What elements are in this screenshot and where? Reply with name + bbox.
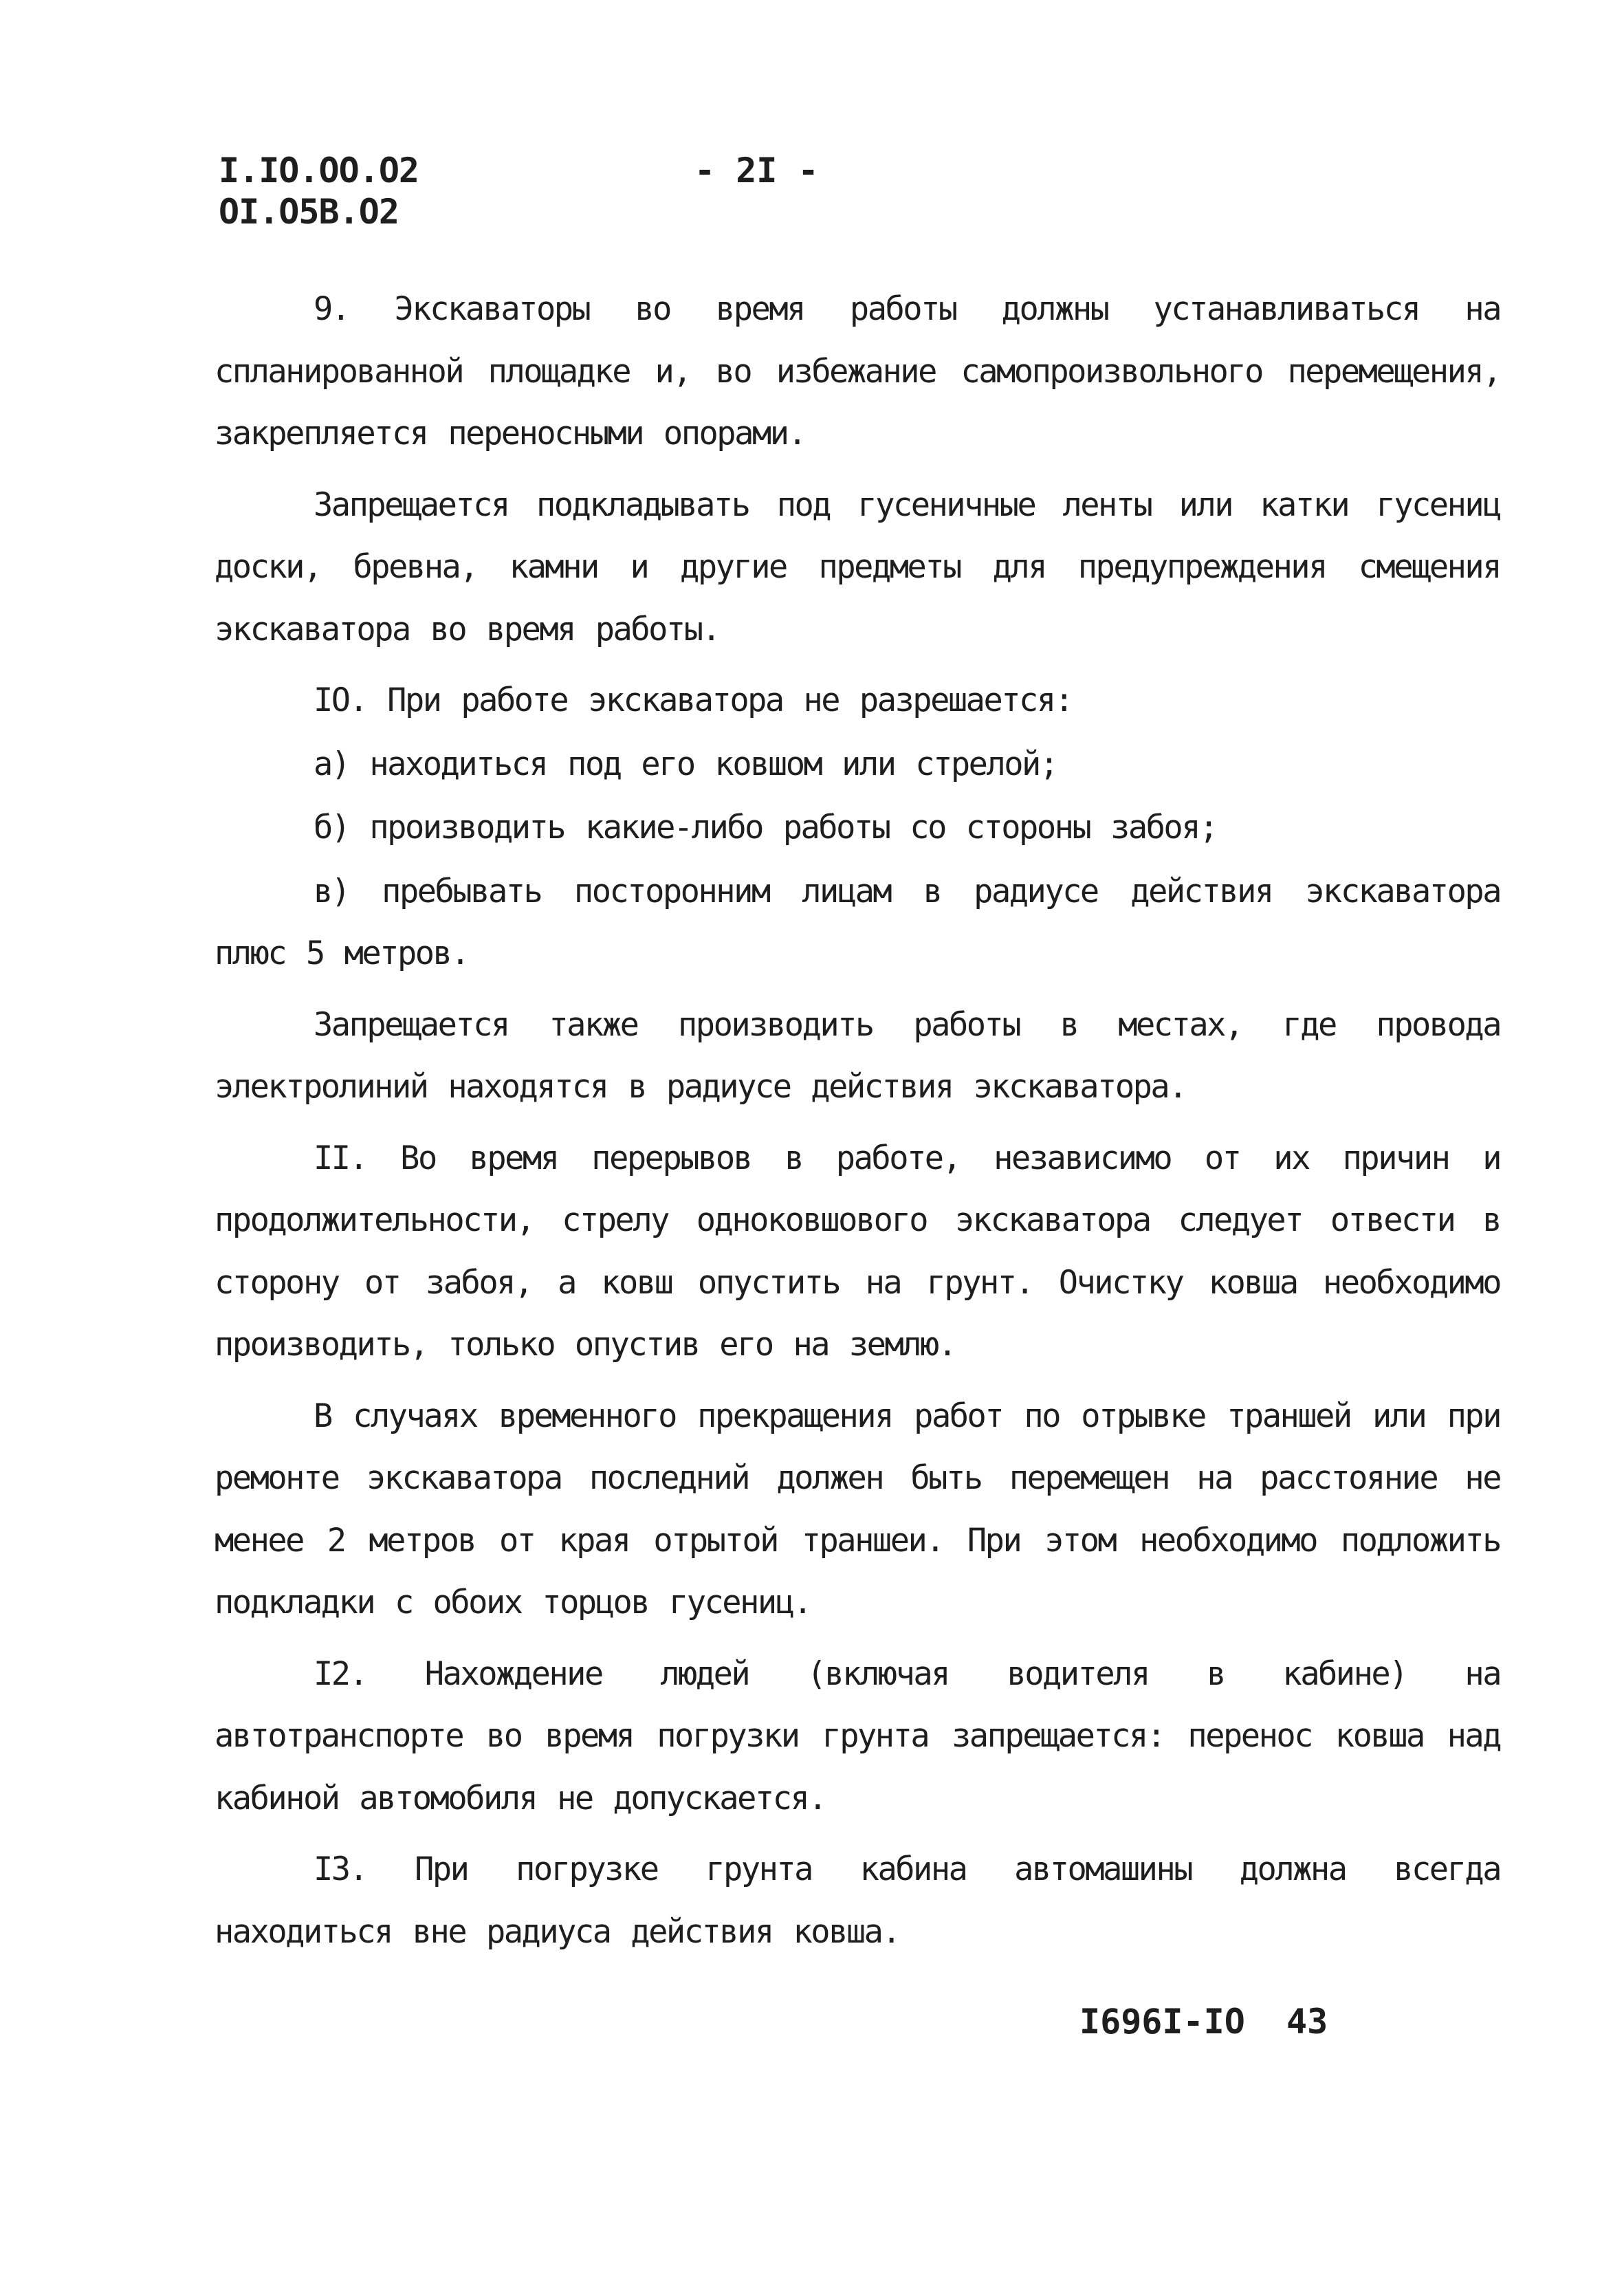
page-number: - 2I -: [694, 151, 819, 190]
list-item-b: б) производить какие-либо работы со стороны забоя;: [314, 809, 1217, 846]
paragraph-prohibition-supports: Запрещается подкладывать под гусеничные ленты или катки гусениц доски, бревна, камни и другие предметы для предупреждения смещения экскаватора во время работы.: [215, 485, 1500, 648]
paragraph-10: IO. При работе экскаватора не разрешается:: [314, 681, 1073, 719]
document-body: [215, 278, 1500, 1972]
paragraph-12: I2. Нахождение людей (включая водителя в кабине) на автотранспорте во время погрузки грунта запрещается: перенос ковша над кабиной автомобиля не допускается.: [215, 1654, 1500, 1817]
paragraph-power-lines: Запрещается также производить работы в местах, где провода электролиний находятся в радиусе действия экскаватора.: [215, 1005, 1500, 1106]
list-item-c: в) пребывать посторонним лицам в радиусе действия экскаватора плюс 5 метров.: [215, 872, 1500, 972]
paragraph-trench-stop: В случаях временного прекращения работ по отрывке траншей или при ремонте экскаватора последний должен быть перемещен на расстояние не менее 2 метров от края отрытой траншеи. При этом необходимо подложить подкладки с обоих торцов гусениц.: [215, 1397, 1500, 1621]
document-code: [219, 150, 419, 232]
paragraph-11: II. Во время перерывов в работе, независимо от их причин и продолжительности, стрелу одноковшового экскаватора следует отвести в сторону от забоя, а ковш опустить на грунт. Очистку ковша необходимо производить, только опустив его на землю.: [215, 1139, 1500, 1364]
document-code-line-2: OI.O5B.O2: [219, 192, 399, 232]
footer-code: I696I-IO 43: [1079, 2002, 1328, 2042]
list-item-a: а) находиться под его ковшом или стрелой;: [314, 745, 1057, 783]
paragraph-13: I3. При погрузке грунта кабина автомашины должна всегда находиться вне радиуса действия ковша.: [215, 1850, 1500, 1951]
document-code-line-1: I.IO.OO.O2: [219, 151, 419, 190]
paragraph-9: 9. Экскаваторы во время работы должны устанавливаться на спланированной площадке и, во избежание самопроизвольного перемещения, закрепляется переносными опорами.: [215, 290, 1500, 452]
